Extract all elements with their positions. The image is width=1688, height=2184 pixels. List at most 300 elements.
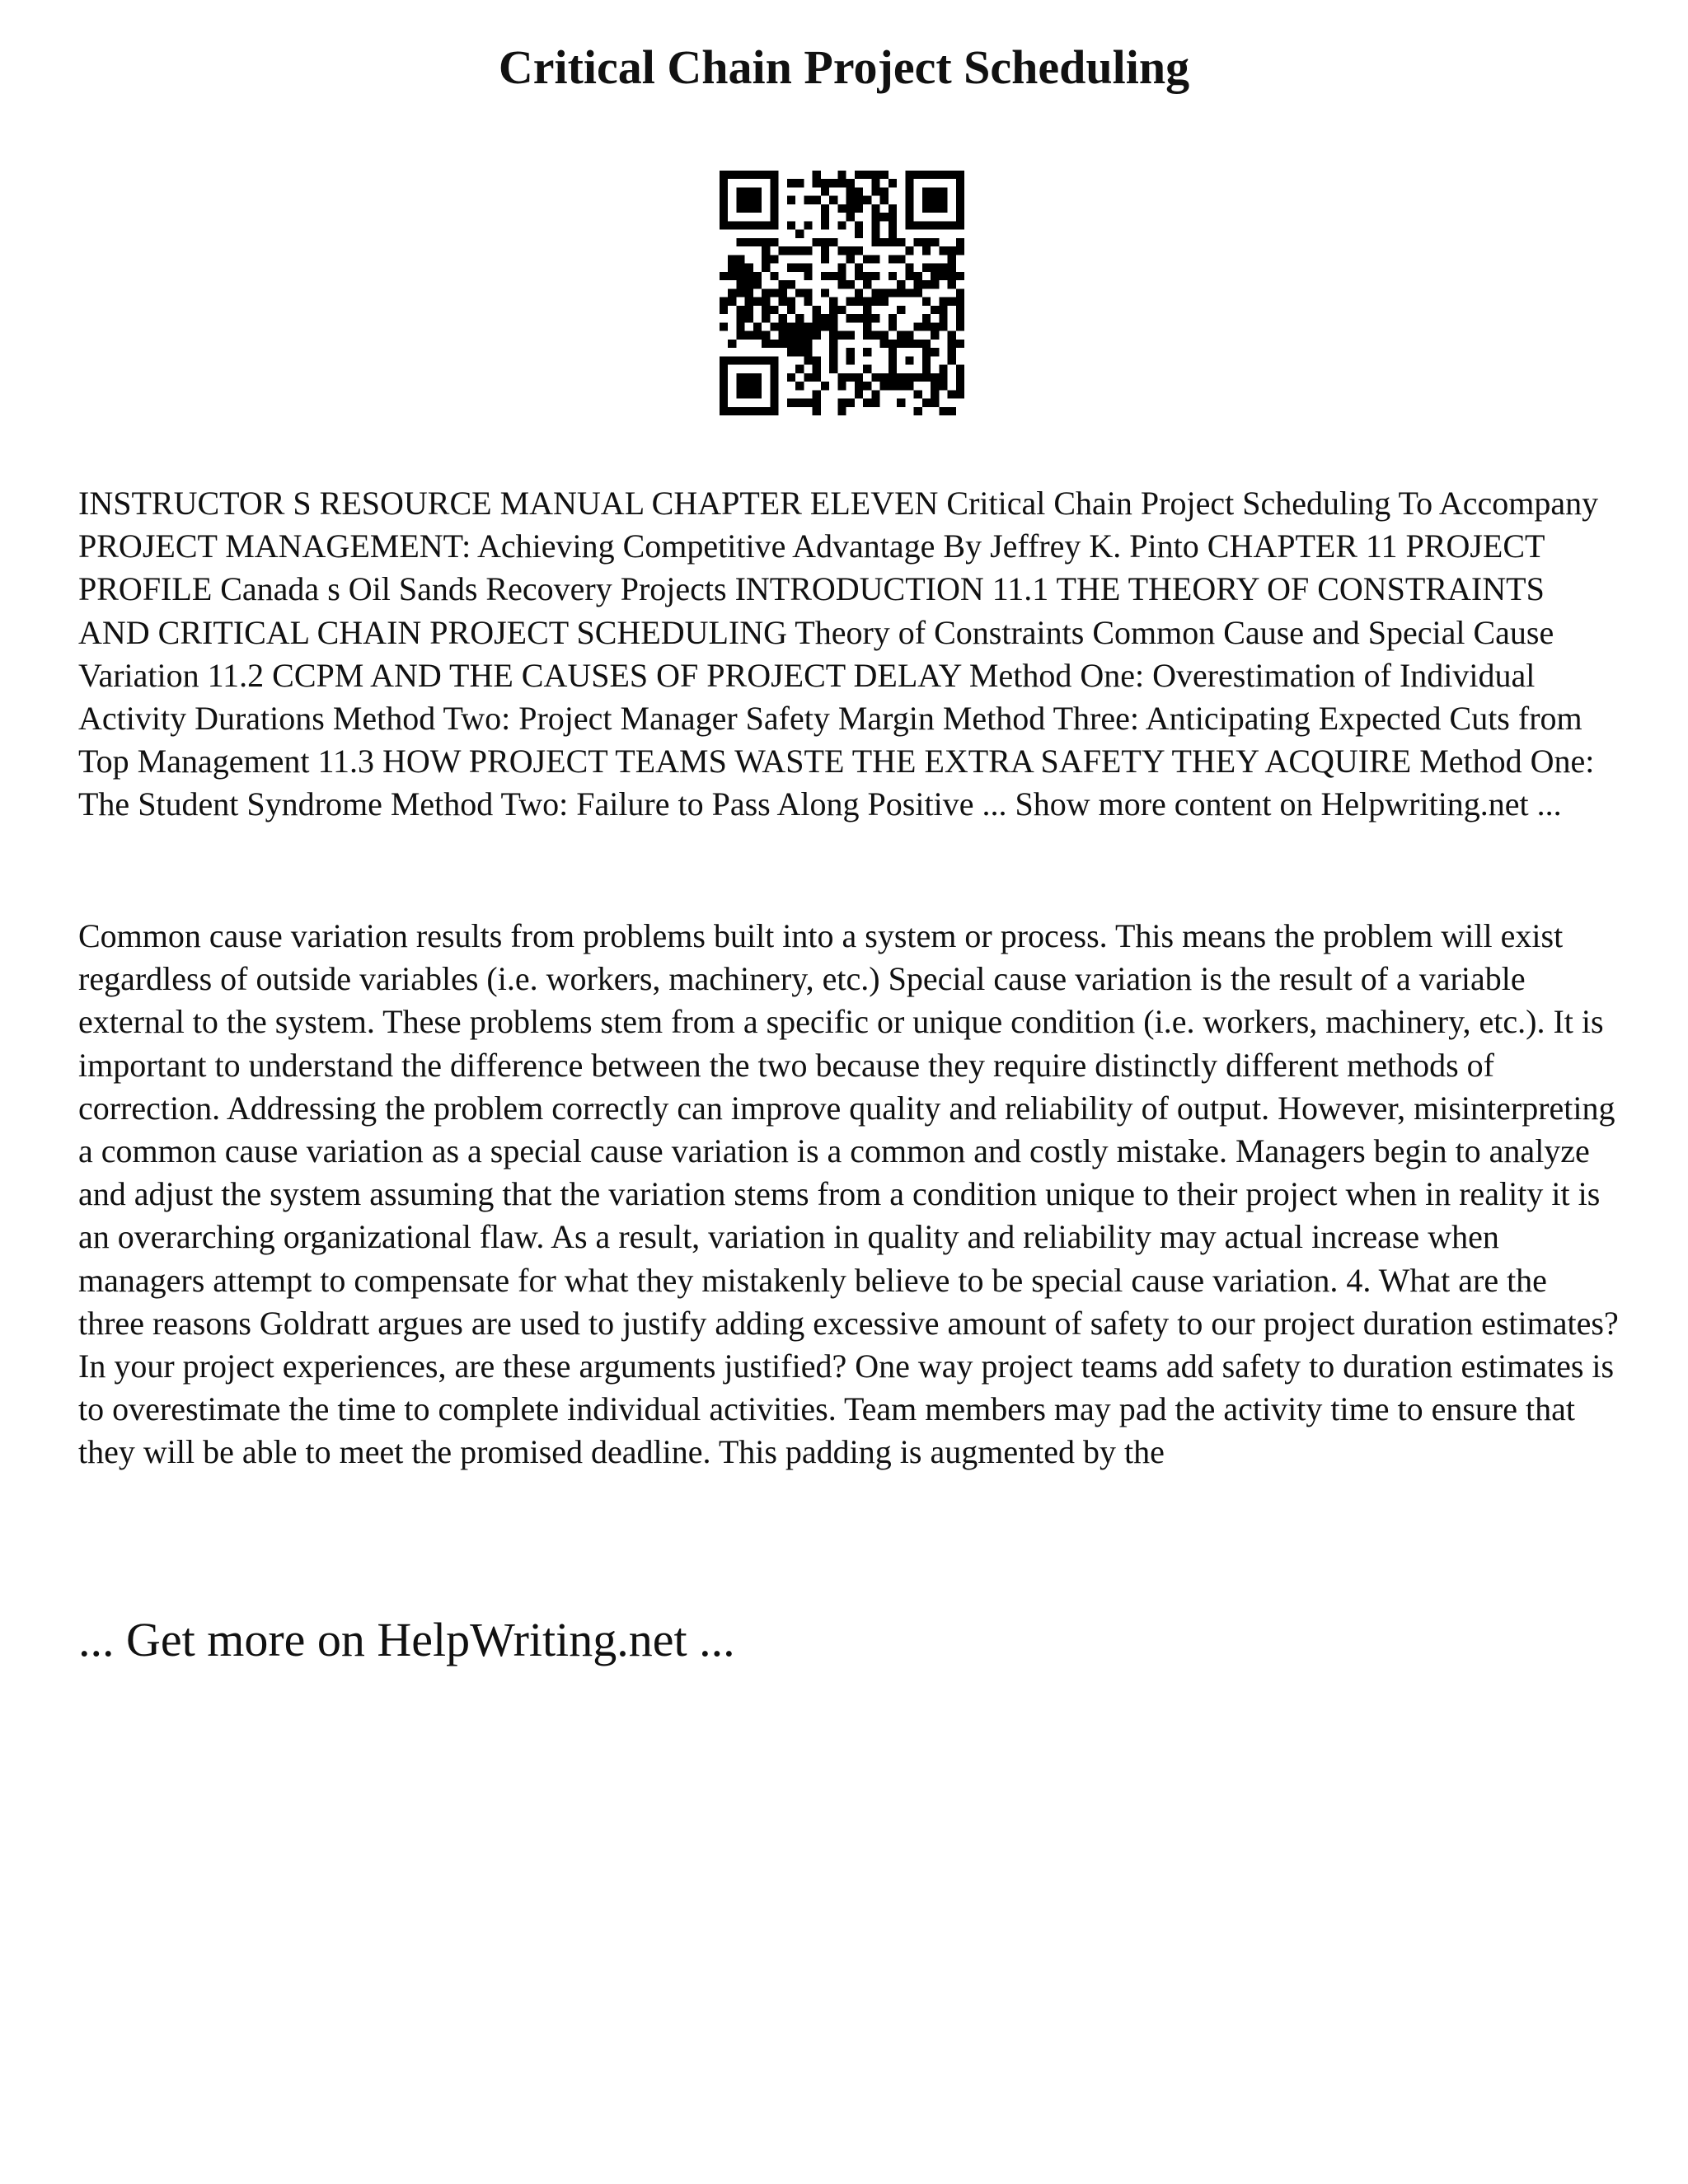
qr-module [931, 280, 939, 288]
qr-module [837, 179, 846, 187]
qr-module [829, 348, 837, 356]
qr-module [956, 365, 964, 373]
qr-module [905, 264, 913, 272]
qr-module [855, 230, 863, 238]
qr-module [787, 280, 795, 288]
qr-module [813, 365, 821, 373]
qr-module [956, 288, 964, 297]
qr-module [905, 246, 913, 255]
qr-module [855, 264, 863, 272]
qr-module [871, 255, 879, 263]
qr-module [846, 356, 855, 364]
qr-module [914, 390, 922, 398]
qr-module [863, 298, 871, 306]
qr-module [821, 272, 829, 280]
qr-module [863, 171, 871, 179]
qr-module [795, 288, 804, 297]
qr-module [753, 322, 762, 330]
qr-module [871, 298, 879, 306]
qr-module [948, 331, 956, 340]
qr-module [779, 246, 787, 255]
qr-module [837, 264, 846, 272]
qr-module [939, 246, 947, 255]
qr-module [931, 322, 939, 330]
qr-module [762, 238, 770, 246]
qr-module [787, 340, 795, 348]
qr-module [745, 272, 753, 280]
qr-module [956, 373, 964, 382]
qr-module [956, 298, 964, 306]
qr-module [914, 272, 922, 280]
qr-module [855, 171, 863, 179]
qr-module [922, 399, 931, 407]
qr-module [871, 399, 879, 407]
qr-module [779, 298, 787, 306]
qr-module [821, 255, 829, 263]
qr-module [871, 230, 879, 238]
qr-module [762, 246, 770, 255]
qr-module [914, 407, 922, 415]
qr-module [795, 331, 804, 340]
qr-module [829, 306, 837, 314]
qr-module [948, 280, 956, 288]
qr-module [922, 264, 931, 272]
qr-module [829, 356, 837, 364]
qr-module [762, 288, 770, 297]
qr-module [829, 298, 837, 306]
qr-module [846, 179, 855, 187]
qr-module [863, 348, 871, 356]
qr-module [837, 399, 846, 407]
qr-module [804, 399, 812, 407]
qr-module [880, 213, 889, 221]
qr-module [846, 314, 855, 322]
qr-module [939, 264, 947, 272]
qr-module [728, 272, 736, 280]
qr-module [863, 272, 871, 280]
qr-module [931, 272, 939, 280]
qr-module [753, 331, 762, 340]
qr-module [956, 340, 964, 348]
qr-module [829, 272, 837, 280]
qr-module [804, 221, 812, 229]
qr-module [905, 356, 913, 364]
qr-module [871, 331, 879, 340]
qr-module [770, 288, 778, 297]
qr-module [939, 382, 947, 390]
qr-module [745, 280, 753, 288]
qr-module [846, 280, 855, 288]
qr-module [745, 306, 753, 314]
qr-module [837, 306, 846, 314]
qr-module [956, 306, 964, 314]
qr-module [821, 187, 829, 195]
qr-module [914, 238, 922, 246]
qr-module [736, 306, 744, 314]
qr-module [905, 382, 913, 390]
qr-module [804, 272, 812, 280]
qr-module [880, 171, 889, 179]
qr-module [948, 272, 956, 280]
qr-module [837, 373, 846, 382]
qr-module [762, 314, 770, 322]
qr-module [821, 204, 829, 213]
qr-module [880, 373, 889, 382]
qr-module [863, 314, 871, 322]
qr-module [922, 322, 931, 330]
qr-module [889, 213, 897, 221]
qr-module [871, 213, 879, 221]
qr-module [787, 179, 795, 187]
page-title: Critical Chain Project Scheduling [498, 40, 1190, 94]
qr-module [837, 204, 846, 213]
qr-module [813, 399, 821, 407]
qr-module [787, 298, 795, 306]
qr-module [745, 314, 753, 322]
qr-module [795, 314, 804, 322]
qr-module [939, 298, 947, 306]
qr-module [939, 365, 947, 373]
qr-module [846, 204, 855, 213]
qr-module [956, 314, 964, 322]
qr-module [762, 255, 770, 263]
qr-module [813, 322, 821, 330]
qr-module [829, 322, 837, 330]
qr-module [821, 221, 829, 229]
qr-module [948, 348, 956, 356]
qr-module [779, 314, 787, 322]
qr-module [939, 407, 947, 415]
qr-module [855, 187, 863, 195]
qr-module [779, 340, 787, 348]
qr-module [813, 314, 821, 322]
qr-module [863, 399, 871, 407]
qr-module [787, 373, 795, 382]
qr-module [897, 280, 905, 288]
qr-module [905, 331, 913, 340]
qr-module [837, 246, 846, 255]
qr-module [837, 171, 846, 179]
qr-module [846, 348, 855, 356]
qr-module [804, 356, 812, 364]
qr-module [795, 246, 804, 255]
qr-module [795, 348, 804, 356]
qr-module [779, 288, 787, 297]
qr-module [863, 255, 871, 263]
qr-module [897, 331, 905, 340]
qr-module [871, 288, 879, 297]
qr-module [787, 322, 795, 330]
qr-module [846, 213, 855, 221]
qr-module [948, 298, 956, 306]
qr-module [821, 288, 829, 297]
qr-module [813, 407, 821, 415]
qr-module [889, 322, 897, 330]
qr-module [728, 264, 736, 272]
qr-module [745, 288, 753, 297]
qr-module [939, 272, 947, 280]
qr-module [846, 196, 855, 204]
qr-module [863, 196, 871, 204]
qr-module [863, 382, 871, 390]
qr-module [770, 306, 778, 314]
qr-module [931, 306, 939, 314]
qr-module [855, 246, 863, 255]
qr-module [813, 356, 821, 364]
qr-module [795, 264, 804, 272]
qr-module [787, 264, 795, 272]
qr-module [863, 331, 871, 340]
qr-module [948, 264, 956, 272]
qr-module [804, 264, 812, 272]
qr-module [922, 280, 931, 288]
qr-module [880, 187, 889, 195]
qr-module [821, 213, 829, 221]
qr-module [880, 238, 889, 246]
qr-module [846, 298, 855, 306]
qr-module [855, 390, 863, 398]
qr-module [855, 221, 863, 229]
qr-module [745, 264, 753, 272]
qr-module [871, 272, 879, 280]
qr-module [897, 306, 905, 314]
qr-module [829, 340, 837, 348]
qr-module [787, 246, 795, 255]
qr-module [821, 246, 829, 255]
qr-module [914, 280, 922, 288]
qr-module [829, 196, 837, 204]
qr-module [787, 348, 795, 356]
qr-module [804, 331, 812, 340]
qr-module [855, 288, 863, 297]
qr-module [829, 314, 837, 322]
qr-module [837, 272, 846, 280]
qr-module [770, 322, 778, 330]
get-more-link[interactable]: ... Get more on HelpWriting.net ... [78, 1613, 735, 1666]
intro-paragraph: INSTRUCTOR S RESOURCE MANUAL CHAPTER ELEVEN Critical Chain Project Scheduling To Accompany PROJECT MANAGEMENT: Achieving Competitive Advantage By Jeffrey K. Pinto CHAPTER 11 PROJECT PROFILE Canada s Oil Sands Recovery Projects INTRODUCTION 11.1 THE THEORY OF CONSTRAINTS AND CRITICAL CHAIN PROJECT SCHEDULING Theory of Constraints Common Cause and Special Cause Variation 11.2 CCPM AND THE CAUSES OF PROJECT DELAY Method One: Overestimation of Individual Activity Durations Method Two: Project Manager Safety Margin Method Three: Anticipating Expected Cuts from Top Management 11.3 HOW PROJECT TEAMS WASTE THE EXTRA SAFETY THEY ACQUIRE Method One: The Student Syndrome Method Two: Failure to Pass Along Positive ... Show more content on Helpwriting.net ... [78, 485, 1599, 823]
qr-module [948, 356, 956, 364]
qr-module [922, 246, 931, 255]
qr-module [736, 331, 744, 340]
qr-module [837, 280, 846, 288]
qr-module [889, 272, 897, 280]
qr-module [871, 373, 879, 382]
qr-module [736, 264, 744, 272]
qr-module [897, 288, 905, 297]
qr-module [846, 246, 855, 255]
qr-module [855, 204, 863, 213]
qr-module [889, 221, 897, 229]
qr-module [804, 196, 812, 204]
qr-module [728, 288, 736, 297]
qr-module [829, 365, 837, 373]
qr-module [837, 407, 846, 415]
qr-module [736, 280, 744, 288]
qr-module [753, 280, 762, 288]
qr-module [770, 340, 778, 348]
qr-module [956, 382, 964, 390]
qr-module [736, 314, 744, 322]
qr-module [762, 264, 770, 272]
body-paragraph: Common cause variation results from problems built into a system or process. This means the problem will exist regardless of outside variables (i.e. workers, machinery, etc.) Special cause variation is the result of a variable external to the system. These problems stem from a specific or unique condition (i.e. workers, machinery, etc.). It is important to understand the difference between the two because they require distinctly different methods of correction. Addressing the problem correctly can improve quality and reliability of output. However, misinterpreting a common cause variation as a special cause variation is a common and costly mistake. Managers begin to analyze and adjust the system assuming that the variation stems from a condition unique to their project when in reality it is an overarching organizational flaw. As a result, variation in quality and reliability may actual increase when managers attempt to compensate for what they mistakenly believe to be special cause variation. 4. What are the three reasons Goldratt argues are used to justify adding excessive amount of safety to our project duration estimates? In your project experiences, are these arguments justified? One way project teams add safety to duration estimates is to overestimate the time to complete individual activities. Team members may pad the activity time to ensure that they will be able to meet the promised deadline. This padding is augmented by the [78, 917, 1619, 1471]
qr-module [939, 306, 947, 314]
qr-module [931, 382, 939, 390]
qr-module [948, 340, 956, 348]
qr-module [736, 288, 744, 297]
qr-module [795, 399, 804, 407]
qr-module [880, 382, 889, 390]
qr-module [795, 230, 804, 238]
qr-module [762, 298, 770, 306]
qr-module [855, 373, 863, 382]
qr-module [939, 322, 947, 330]
qr-module [795, 365, 804, 373]
qr-module [871, 390, 879, 398]
qr-module [762, 331, 770, 340]
qr-module [795, 322, 804, 330]
qr-module [948, 255, 956, 263]
qr-module [871, 171, 879, 179]
qr-module [956, 246, 964, 255]
qr-module [813, 171, 821, 179]
qr-module [787, 306, 795, 314]
qr-module [871, 187, 879, 195]
qr-module [837, 382, 846, 390]
qr-module [880, 331, 889, 340]
qr-module [736, 187, 762, 213]
qr-module [745, 298, 753, 306]
qr-module [855, 298, 863, 306]
qr-module [897, 238, 905, 246]
qr-module [880, 340, 889, 348]
qr-module [795, 382, 804, 390]
qr-module [762, 340, 770, 348]
qr-module [889, 204, 897, 213]
qr-module [720, 306, 728, 314]
qr-module [787, 331, 795, 340]
qr-module [956, 272, 964, 280]
qr-module [889, 288, 897, 297]
qr-module [855, 196, 863, 204]
qr-module [829, 238, 837, 246]
qr-module [914, 322, 922, 330]
qr-module [753, 272, 762, 280]
qr-module [804, 246, 812, 255]
qr-module [762, 306, 770, 314]
qr-module [956, 390, 964, 398]
qr-module [736, 238, 744, 246]
qr-module [736, 272, 744, 280]
qr-module [897, 399, 905, 407]
qr-module [931, 373, 939, 382]
qr-module [720, 272, 728, 280]
qr-module [804, 340, 812, 348]
qr-module [956, 322, 964, 330]
qr-module [745, 238, 753, 246]
qr-module [813, 196, 821, 204]
qr-module [948, 246, 956, 255]
qr-module [821, 314, 829, 322]
qr-module [905, 272, 913, 280]
qr-module [931, 331, 939, 340]
qr-module [871, 314, 879, 322]
qr-module [804, 348, 812, 356]
qr-module [880, 288, 889, 297]
qr-module [787, 221, 795, 229]
qr-module [770, 255, 778, 263]
qr-module [956, 238, 964, 246]
qr-module [795, 179, 804, 187]
qr-module [770, 238, 778, 246]
qr-module [855, 314, 863, 322]
qr-module [779, 331, 787, 340]
qr-module [948, 390, 956, 398]
qr-module [922, 238, 931, 246]
qr-module [871, 179, 879, 187]
qr-module [863, 322, 871, 330]
qr-module [804, 288, 812, 297]
qr-module [804, 322, 812, 330]
qr-module [889, 255, 897, 263]
qr-module [720, 322, 728, 330]
qr-module [779, 280, 787, 288]
qr-module [931, 264, 939, 272]
qr-module [720, 298, 728, 306]
qr-module [753, 298, 762, 306]
qr-module [728, 298, 736, 306]
qr-module [846, 187, 855, 195]
qr-module [846, 399, 855, 407]
qr-module [829, 331, 837, 340]
qr-module [829, 179, 837, 187]
qr-module [922, 187, 948, 213]
qr-module [914, 288, 922, 297]
qr-module [753, 238, 762, 246]
qr-module [846, 373, 855, 382]
qr-module [922, 314, 931, 322]
qr-module [922, 298, 931, 306]
qr-module [736, 255, 744, 263]
qr-module [770, 272, 778, 280]
qr-module [837, 221, 846, 229]
qr-module [889, 314, 897, 322]
qr-module [787, 399, 795, 407]
qr-module [736, 322, 744, 330]
qr-module [837, 331, 846, 340]
qr-module [821, 179, 829, 187]
qr-module [855, 382, 863, 390]
qr-module [863, 306, 871, 314]
qr-module [889, 179, 897, 187]
qr-module [931, 390, 939, 398]
qr-module [804, 373, 812, 382]
qr-module [813, 373, 821, 382]
qr-module [821, 322, 829, 330]
qr-module [889, 230, 897, 238]
qr-module [728, 340, 736, 348]
qr-module [813, 331, 821, 340]
qr-module [897, 255, 905, 263]
qr-module [779, 322, 787, 330]
qr-module [931, 348, 939, 356]
qr-module [813, 238, 821, 246]
qr-module [855, 272, 863, 280]
qr-module [863, 280, 871, 288]
qr-module [846, 331, 855, 340]
qr-module [939, 373, 947, 382]
qr-module [846, 255, 855, 263]
qr-module [931, 238, 939, 246]
